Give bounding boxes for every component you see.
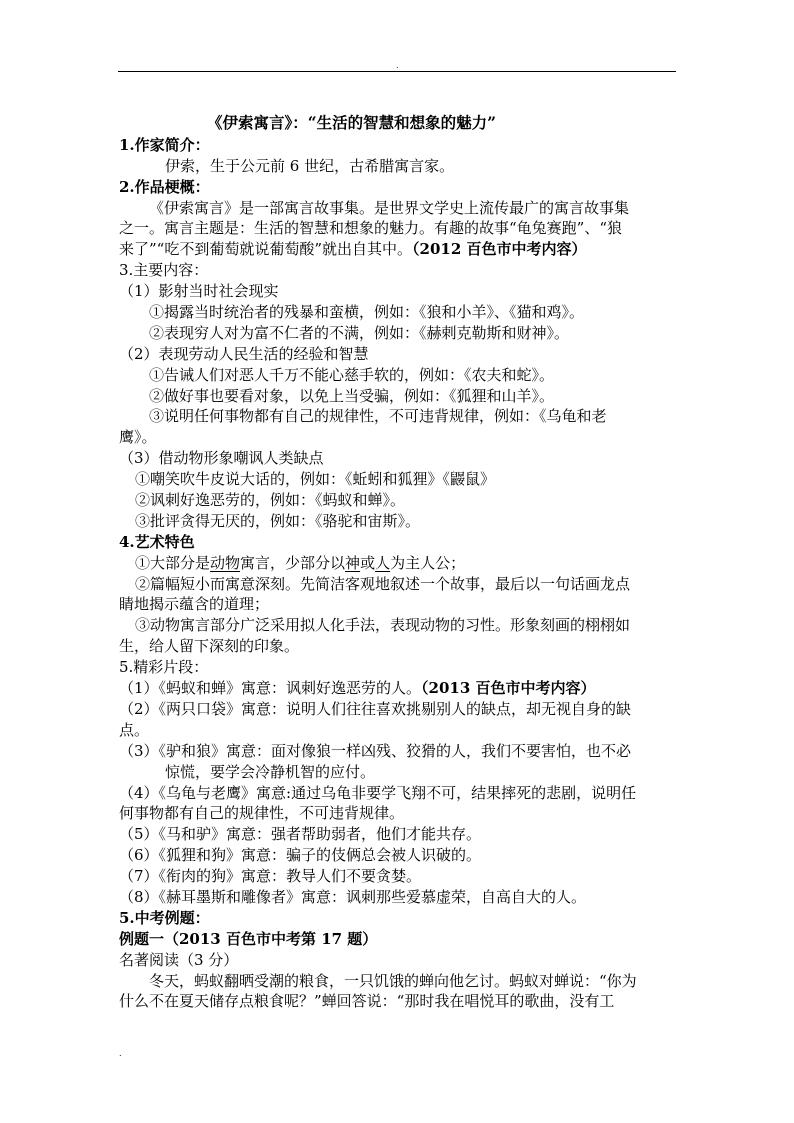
list-item: （4）《乌龟与老鹰》寓意:通过乌龟非要学飞翔不可，结果摔死的悲剧，说明任 <box>119 783 637 802</box>
section-heading-art: 4.艺术特色 <box>119 532 195 551</box>
summary-line: 之一。寓言主题是：生活的智慧和想象的魅力。有趣的故事“龟兔赛跑”、“狼 <box>119 219 623 238</box>
text-span: ①大部分是 <box>135 553 211 572</box>
list-item-continued: 睛地揭示蕴含的道理； <box>119 595 270 614</box>
list-item-continued: 点。 <box>119 720 150 739</box>
text-span: 寓言，少部分以 <box>240 553 346 572</box>
list-item: （8）《赫耳墨斯和雕像者》寓意：讽刺那些爱慕虚荣，自高自大的人。 <box>119 887 587 906</box>
list-item-continued: 生，给人留下深刻的印象。 <box>119 637 300 656</box>
example-title: 例题一（2013 百色市中考第 17 题） <box>119 929 378 948</box>
document-title: 《伊索寓言》：“生活的智慧和想象的魅力” <box>207 113 497 132</box>
list-item: ①揭露当时统治者的残暴和蛮横，例如：《狼和小羊》、《猫和鸡》。 <box>149 303 585 322</box>
list-item: ①告诫人们对恶人千万不能心慈手软的，例如：《农夫和蛇》。 <box>149 365 555 384</box>
header-rule <box>118 71 676 72</box>
example-passage-line: 什么不在夏天储存点粮食呢？”蝉回答说：“那时我在唱悦耳的歌曲，没有工 <box>119 992 615 1011</box>
list-item-continued: 鹰》。 <box>119 428 157 447</box>
section-heading-examples: 5.中考例题： <box>119 908 210 927</box>
example-passage-line: 冬天，蚂蚁翻晒受潮的粮食，一只饥饿的蝉向他乞讨。蚂蚁对蝉说：“你为 <box>149 971 637 990</box>
summary-line: 《伊索寓言》是一部寓言故事集。是世界文学史上流传最广的寓言故事集 <box>149 198 630 217</box>
list-item: ①嘲笑吹牛皮说大话的，例如：《蚯蚓和狐狸》《鼹鼠》 <box>135 470 496 489</box>
list-item: （7）《衔肉的狗》寓意：教导人们不要贪婪。 <box>119 867 422 886</box>
section-heading-summary: 2.作品梗概： <box>119 177 210 196</box>
list-item: ③动物寓言部分广泛采用拟人化手法，表现动物的习性。形象刻画的栩栩如 <box>135 616 631 635</box>
list-item: （2）《两只口袋》寓意：说明人们往往喜欢挑剔别人的缺点，却无视自身的缺 <box>119 699 632 718</box>
list-item: ②篇幅短小而寓意深刻。先简洁客观地叙述一个故事，最后以一句话画龙点 <box>135 574 631 593</box>
list-item: （6）《狐狸和狗》寓意：骗子的伎俩总会被人识破的。 <box>119 846 482 865</box>
author-intro: 伊索，生于公元前 6 世纪，古希腊寓言家。 <box>165 156 455 175</box>
underlined-text: 神 <box>345 553 361 572</box>
list-item: ②讽刺好逸恶劳的，例如：《蚂蚁和蝉》。 <box>135 491 406 510</box>
list-item-continued: 惊慌，要学会冷静机智的应付。 <box>165 762 376 781</box>
document-body <box>119 113 681 1012</box>
example-subtitle: 名著阅读（3 分） <box>119 950 239 969</box>
footer-dot: . <box>119 1049 122 1058</box>
summary-line <box>119 239 681 260</box>
list-item: ③说明任何事物都有自己的规律性，不可违背规律，例如：《乌龟和老 <box>149 407 607 426</box>
subsection-title: （1）影射当时社会现实 <box>119 282 279 301</box>
section-heading-author: 1.作家简介： <box>119 135 210 154</box>
list-item: （5）《马和驴》寓意：强者帮助弱者，他们才能共存。 <box>119 825 482 844</box>
list-item: （3）《驴和狼》寓意：面对像狼一样凶残、狡猾的人，我们不要害怕，也不必 <box>119 741 632 760</box>
exam-note: （2013 百色市中考内容） <box>421 679 596 698</box>
list-item: ②做好事也要看对象，以免上当受骗，例如：《狐狸和山羊》。 <box>149 386 555 405</box>
text-span: （1）《蚂蚁和蝉》寓意：讽刺好逸恶劳的人。 <box>119 679 422 698</box>
subsection-title: （2）表现劳动人民生活的经验和智慧 <box>119 344 369 363</box>
summary-text: 来了”“吃不到葡萄就说葡萄酸”就出自其中。 <box>119 240 413 259</box>
list-item: ②表现穷人对为富不仁者的不满，例如：《赫剌克勒斯和财神》。 <box>149 323 570 342</box>
text-span: 为主人公； <box>390 553 466 572</box>
list-item-continued: 何事物都有自己的规律性，不可违背规律。 <box>119 804 405 823</box>
header-dot: . <box>396 61 399 70</box>
text-span: 或 <box>360 553 376 572</box>
list-item: ③批评贪得无厌的，例如：《骆驼和宙斯》。 <box>135 511 421 530</box>
underlined-text: 人 <box>375 553 391 572</box>
subsection-title: （3）借动物形象嘲讽人类缺点 <box>119 449 324 468</box>
section-heading-excerpts: 5.精彩片段： <box>119 658 209 677</box>
exam-note: （2012 百色市中考内容） <box>412 240 587 259</box>
list-item <box>119 678 681 699</box>
section-heading-content: 3.主要内容： <box>119 261 209 280</box>
list-item <box>119 553 681 574</box>
underlined-text: 动物 <box>210 553 241 572</box>
